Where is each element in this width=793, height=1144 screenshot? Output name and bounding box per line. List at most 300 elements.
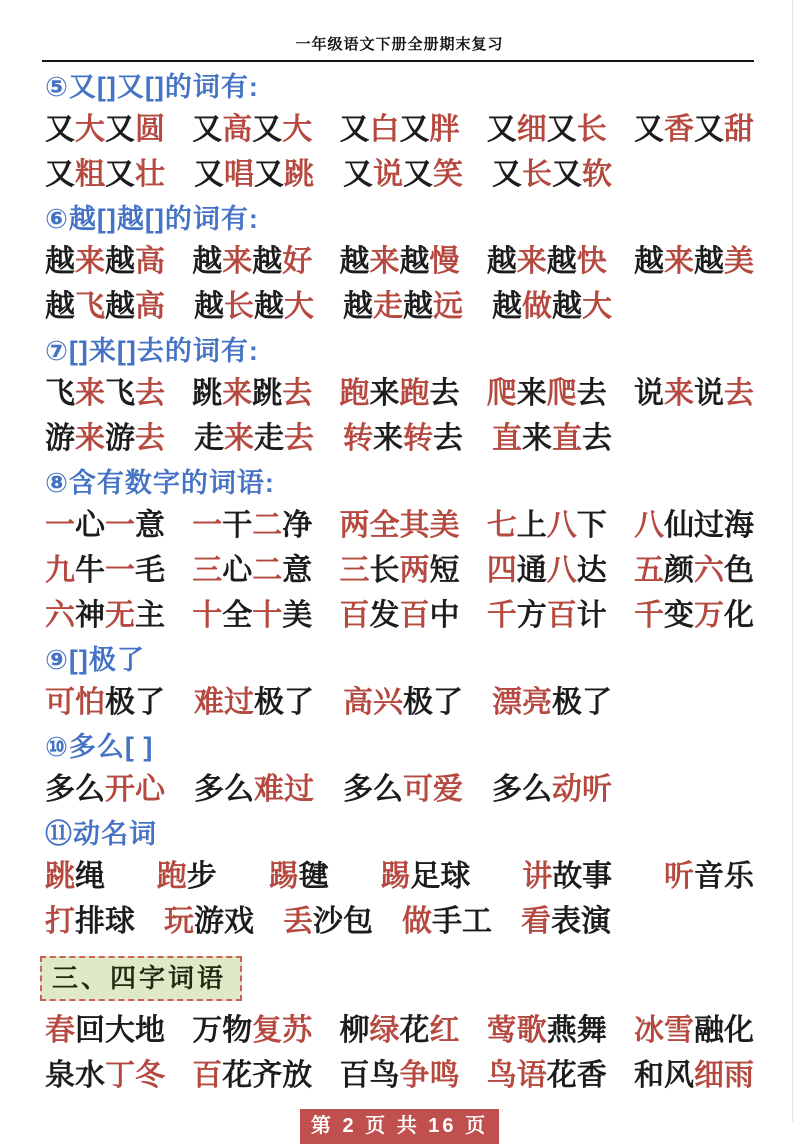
char-segment: 跳 (284, 158, 314, 191)
char-segment: 来 (664, 377, 694, 410)
char-segment: 越 (105, 290, 135, 323)
word-term (45, 156, 165, 194)
char-segment: 又 (254, 158, 284, 191)
word-term (634, 375, 754, 413)
char-segment: 又 (194, 158, 224, 191)
word-term (192, 597, 312, 635)
char-segment: 中 (429, 599, 460, 632)
char-segment: 多么 (492, 773, 552, 806)
char-segment: 无 (105, 599, 135, 632)
word-term (487, 552, 607, 590)
word-term (192, 1057, 312, 1095)
char-segment: 回大地 (75, 1014, 165, 1047)
char-segment: 极了 (403, 686, 463, 719)
char-segment: 爬 (486, 377, 517, 410)
word-term (487, 375, 607, 413)
word-term (45, 597, 165, 635)
char-segment: 通 (516, 554, 547, 587)
char-segment: 高 (222, 113, 253, 146)
char-segment: 来 (373, 422, 403, 455)
char-segment: 发 (369, 599, 400, 632)
char-segment: 跑 (399, 377, 430, 410)
word-term (192, 375, 312, 413)
word-term (492, 771, 612, 809)
char-segment: 融化 (694, 1014, 754, 1047)
char-segment: 燕舞 (546, 1014, 607, 1047)
char-segment: 又 (339, 113, 370, 146)
char-segment: 又 (486, 113, 517, 146)
char-segment: 表演 (551, 905, 611, 938)
char-segment: 泉水 (45, 1059, 105, 1092)
word-term (45, 771, 165, 809)
char-segment: 来 (516, 245, 547, 278)
word-term (380, 858, 470, 896)
char-segment: 跑 (339, 377, 370, 410)
word-term (192, 1012, 312, 1050)
char-segment: 八 (546, 509, 577, 542)
char-segment: 故事 (552, 860, 613, 893)
char-segment: 越 (252, 245, 283, 278)
section-heading: ⑨[]极了 (45, 645, 145, 675)
word-term (340, 243, 460, 281)
section-heading: ⑦[]来[]去的词有: (45, 336, 259, 366)
word-term (634, 552, 754, 590)
char-segment: 全 (222, 599, 253, 632)
char-segment: 足球 (410, 860, 471, 893)
char-segment: 万 (694, 599, 724, 632)
word-term (45, 243, 165, 281)
char-segment: 和风 (634, 1059, 694, 1092)
char-segment: 走 (373, 290, 403, 323)
char-segment: 又 (403, 158, 433, 191)
word-term (492, 420, 612, 458)
char-segment: 直 (492, 422, 522, 455)
char-segment: 说 (373, 158, 403, 191)
word-term (634, 597, 754, 635)
word-term (340, 507, 460, 545)
char-segment: 两 (399, 554, 430, 587)
word-term (194, 684, 314, 722)
char-segment: 又 (399, 113, 430, 146)
char-segment: 方 (516, 599, 547, 632)
char-segment: 莺歌 (486, 1014, 547, 1047)
char-segment: 二 (252, 554, 283, 587)
char-segment: 心 (222, 554, 253, 587)
word-term (194, 288, 314, 326)
char-segment: 又 (492, 158, 522, 191)
word-term (194, 156, 314, 194)
char-segment: 一 (105, 509, 135, 542)
word-row (45, 156, 754, 194)
char-segment: 甜 (724, 113, 754, 146)
char-segment: 来 (75, 245, 105, 278)
char-segment: 转 (343, 422, 373, 455)
word-row (45, 111, 754, 149)
char-segment: 越 (339, 245, 370, 278)
char-segment: 越 (45, 245, 75, 278)
char-segment: 难过 (194, 686, 254, 719)
char-segment: 越 (486, 245, 517, 278)
char-segment: 复苏 (252, 1014, 313, 1047)
word-term (487, 1057, 607, 1095)
word-term (634, 111, 754, 149)
word-term (402, 903, 492, 941)
char-segment: 万物 (192, 1014, 253, 1047)
char-segment: 多么 (194, 773, 254, 806)
char-segment: 越 (343, 290, 373, 323)
char-segment: 打 (45, 905, 75, 938)
char-segment: 又 (45, 113, 75, 146)
char-segment: 又 (105, 158, 135, 191)
char-segment: 又 (343, 158, 373, 191)
char-segment: 越 (194, 290, 224, 323)
char-segment: 来 (522, 422, 552, 455)
char-segment: 百 (399, 599, 430, 632)
char-segment: 七 (486, 509, 517, 542)
word-term (192, 552, 312, 590)
char-segment: 变 (664, 599, 694, 632)
word-term (343, 288, 463, 326)
char-segment: 跳 (45, 860, 75, 893)
char-segment: 步 (186, 860, 217, 893)
char-segment: 动听 (552, 773, 612, 806)
char-segment: 手工 (432, 905, 492, 938)
word-row (45, 771, 754, 809)
section-banner: 三、四字词语 (40, 956, 242, 1001)
char-segment: 三 (339, 554, 370, 587)
char-segment: 百 (339, 599, 370, 632)
char-segment: 高 (135, 245, 165, 278)
char-segment: 越 (254, 290, 284, 323)
char-segment: 跳 (192, 377, 223, 410)
word-term (634, 507, 754, 545)
char-segment: 沙包 (313, 905, 373, 938)
char-segment: 来 (664, 245, 694, 278)
char-segment: 越 (694, 245, 724, 278)
char-segment: 越 (546, 245, 577, 278)
word-row (45, 858, 754, 896)
char-segment: 圆 (135, 113, 165, 146)
word-term (194, 420, 314, 458)
char-segment: 走 (254, 422, 284, 455)
char-segment: 开心 (105, 773, 165, 806)
char-segment: 听 (663, 860, 694, 893)
char-segment: 丁冬 (105, 1059, 165, 1092)
char-segment: 化 (724, 599, 754, 632)
word-row (45, 243, 754, 281)
char-segment: 高 (135, 290, 165, 323)
char-segment: 一 (105, 554, 135, 587)
word-term (45, 903, 135, 941)
char-segment: 长 (522, 158, 552, 191)
char-segment: 又 (252, 113, 283, 146)
char-segment: 千 (634, 599, 664, 632)
char-segment: 又 (694, 113, 724, 146)
char-segment: 心 (75, 509, 105, 542)
char-segment: 春 (45, 1014, 75, 1047)
word-term (194, 771, 314, 809)
char-segment: 又 (552, 158, 582, 191)
char-segment: 又 (634, 113, 664, 146)
word-term (45, 858, 105, 896)
word-term (634, 1012, 754, 1050)
word-term (340, 375, 460, 413)
char-segment: 踢 (380, 860, 411, 893)
char-segment: 百 (546, 599, 577, 632)
char-segment: 三 (192, 554, 223, 587)
word-term (45, 420, 165, 458)
char-segment: 花齐放 (222, 1059, 313, 1092)
char-segment: 去 (582, 422, 612, 455)
char-segment: 讲 (522, 860, 553, 893)
char-segment: 干 (222, 509, 253, 542)
char-segment: 极了 (105, 686, 165, 719)
word-term (487, 1012, 607, 1050)
char-segment: 飞 (45, 377, 75, 410)
word-term (45, 552, 165, 590)
word-row (45, 420, 754, 458)
word-term (487, 597, 607, 635)
word-term (283, 903, 373, 941)
char-segment: 软 (582, 158, 612, 191)
word-row (45, 684, 754, 722)
char-segment: 主 (135, 599, 165, 632)
char-segment: 鸟语 (486, 1059, 547, 1092)
word-term (340, 1057, 460, 1095)
char-segment: 去 (284, 422, 314, 455)
char-segment: 美 (282, 599, 313, 632)
char-segment: 跑 (156, 860, 187, 893)
word-row (45, 903, 754, 941)
word-term (340, 111, 460, 149)
char-segment: 说 (694, 377, 724, 410)
char-segment: 来 (369, 245, 400, 278)
word-term (340, 597, 460, 635)
char-segment: 走 (194, 422, 224, 455)
word-term (343, 156, 463, 194)
word-row (45, 1057, 754, 1095)
word-row (45, 375, 754, 413)
char-segment: 达 (576, 554, 607, 587)
char-segment: 漂亮 (492, 686, 552, 719)
char-segment: 九 (45, 554, 75, 587)
char-segment: 越 (45, 290, 75, 323)
word-term (492, 156, 612, 194)
char-segment: 美 (724, 245, 754, 278)
word-sections (45, 70, 754, 1095)
char-segment: 千 (486, 599, 517, 632)
word-term (492, 288, 612, 326)
char-segment: 一 (45, 509, 75, 542)
header-rule (42, 60, 754, 62)
footer (45, 1109, 754, 1144)
char-segment: 来 (224, 422, 254, 455)
char-segment: 去 (429, 377, 460, 410)
word-term (340, 1012, 460, 1050)
char-segment: 柳 (339, 1014, 370, 1047)
char-segment: 说 (634, 377, 664, 410)
char-segment: 冰雪 (634, 1014, 694, 1047)
char-segment: 越 (492, 290, 522, 323)
section-heading: ⑪动名词 (45, 819, 157, 849)
word-term (343, 420, 463, 458)
word-term (522, 858, 612, 896)
char-segment: 音乐 (693, 860, 754, 893)
char-segment: 又 (546, 113, 577, 146)
word-term (45, 684, 165, 722)
char-segment: 百鸟 (339, 1059, 400, 1092)
word-row (45, 597, 754, 635)
char-segment: 长 (369, 554, 400, 587)
char-segment: 爬 (546, 377, 577, 410)
word-term (45, 1012, 165, 1050)
document-header-title: 一年级语文下册全册期末复习 (295, 36, 504, 53)
char-segment: 两全其美 (339, 509, 460, 542)
char-segment: 踢 (268, 860, 299, 893)
char-segment: 大 (75, 113, 105, 146)
char-segment: 快 (576, 245, 607, 278)
char-segment: 笑 (433, 158, 463, 191)
char-segment: 游 (45, 422, 75, 455)
word-row (45, 288, 754, 326)
word-term (192, 507, 312, 545)
word-term (634, 243, 754, 281)
char-segment: 神 (75, 599, 105, 632)
word-term (343, 771, 463, 809)
char-segment: 来 (369, 377, 400, 410)
char-segment: 可怕 (45, 686, 105, 719)
char-segment: 毛 (135, 554, 165, 587)
char-segment: 做 (522, 290, 552, 323)
char-segment: 来 (516, 377, 547, 410)
char-segment: 直 (552, 422, 582, 455)
char-segment: 绳 (75, 860, 105, 893)
word-row (45, 552, 754, 590)
char-segment: 细雨 (694, 1059, 754, 1092)
char-segment: 八 (634, 509, 664, 542)
section-banner-row (45, 948, 754, 1005)
char-segment: 百 (192, 1059, 223, 1092)
word-term (45, 111, 165, 149)
char-segment: 壮 (135, 158, 165, 191)
word-row (45, 507, 754, 545)
char-segment: 越 (552, 290, 582, 323)
char-segment: 十 (192, 599, 223, 632)
char-segment: 色 (724, 554, 754, 587)
word-term (45, 507, 165, 545)
char-segment: 转 (403, 422, 433, 455)
char-segment: 五 (634, 554, 664, 587)
char-segment: 白 (369, 113, 400, 146)
char-segment: 短 (429, 554, 460, 587)
char-segment: 多么 (45, 773, 105, 806)
word-term (340, 552, 460, 590)
char-segment: 绿 (369, 1014, 400, 1047)
char-segment: 花香 (546, 1059, 607, 1092)
word-term (269, 858, 329, 896)
char-segment: 六 (694, 554, 724, 587)
char-segment: 去 (135, 422, 165, 455)
char-segment: 来 (75, 422, 105, 455)
word-term (192, 243, 312, 281)
char-segment: 净 (282, 509, 313, 542)
char-segment: 意 (135, 509, 165, 542)
char-segment: 长 (224, 290, 254, 323)
char-segment: 丢 (283, 905, 313, 938)
word-term (634, 1057, 754, 1095)
word-term (487, 243, 607, 281)
char-segment: 去 (576, 377, 607, 410)
char-segment: 玩 (164, 905, 194, 938)
char-segment: 越 (192, 245, 223, 278)
char-segment: 仙过海 (664, 509, 754, 542)
char-segment: 大 (282, 113, 313, 146)
section-heading: ⑤又[]又[]的词有: (45, 72, 259, 102)
char-segment: 又 (45, 158, 75, 191)
char-segment: 好 (282, 245, 313, 278)
char-segment: 来 (222, 245, 253, 278)
char-segment: 越 (399, 245, 430, 278)
char-segment: 争鸣 (399, 1059, 460, 1092)
page-number-badge: 第 2 页 共 16 页 (300, 1109, 499, 1144)
char-segment: 多么 (343, 773, 403, 806)
word-term (487, 507, 607, 545)
char-segment: 越 (634, 245, 664, 278)
char-segment: 去 (135, 377, 165, 410)
word-term (45, 1057, 165, 1095)
section-heading: ⑥越[]越[]的词有: (45, 204, 259, 234)
word-term (343, 684, 463, 722)
char-segment: 香 (664, 113, 694, 146)
char-segment: 颜 (664, 554, 694, 587)
section-heading: ⑧含有数字的词语: (45, 468, 275, 498)
char-segment: 来 (75, 377, 105, 410)
word-term (164, 903, 254, 941)
char-segment: 下 (576, 509, 607, 542)
char-segment: 又 (105, 113, 135, 146)
word-term (45, 375, 165, 413)
char-segment: 大 (582, 290, 612, 323)
char-segment: 去 (724, 377, 754, 410)
char-segment: 去 (282, 377, 313, 410)
char-segment: 极了 (552, 686, 612, 719)
char-segment: 十 (252, 599, 283, 632)
char-segment: 排球 (75, 905, 135, 938)
char-segment: 来 (222, 377, 253, 410)
char-segment: 意 (282, 554, 313, 587)
char-segment: 一 (192, 509, 223, 542)
char-segment: 远 (433, 290, 463, 323)
char-segment: 细 (516, 113, 547, 146)
char-segment: 高兴 (343, 686, 403, 719)
char-segment: 游戏 (194, 905, 254, 938)
char-segment: 难过 (254, 773, 314, 806)
char-segment: 飞 (75, 290, 105, 323)
char-segment: 胖 (429, 113, 460, 146)
char-segment: 大 (284, 290, 314, 323)
char-segment: 去 (433, 422, 463, 455)
char-segment: 可爱 (403, 773, 463, 806)
word-term (492, 684, 612, 722)
char-segment: 八 (546, 554, 577, 587)
char-segment: 长 (576, 113, 607, 146)
char-segment: 牛 (75, 554, 105, 587)
char-segment: 唱 (224, 158, 254, 191)
char-segment: 看 (521, 905, 551, 938)
word-term (521, 903, 611, 941)
char-segment: 飞 (105, 377, 135, 410)
char-segment: 做 (402, 905, 432, 938)
